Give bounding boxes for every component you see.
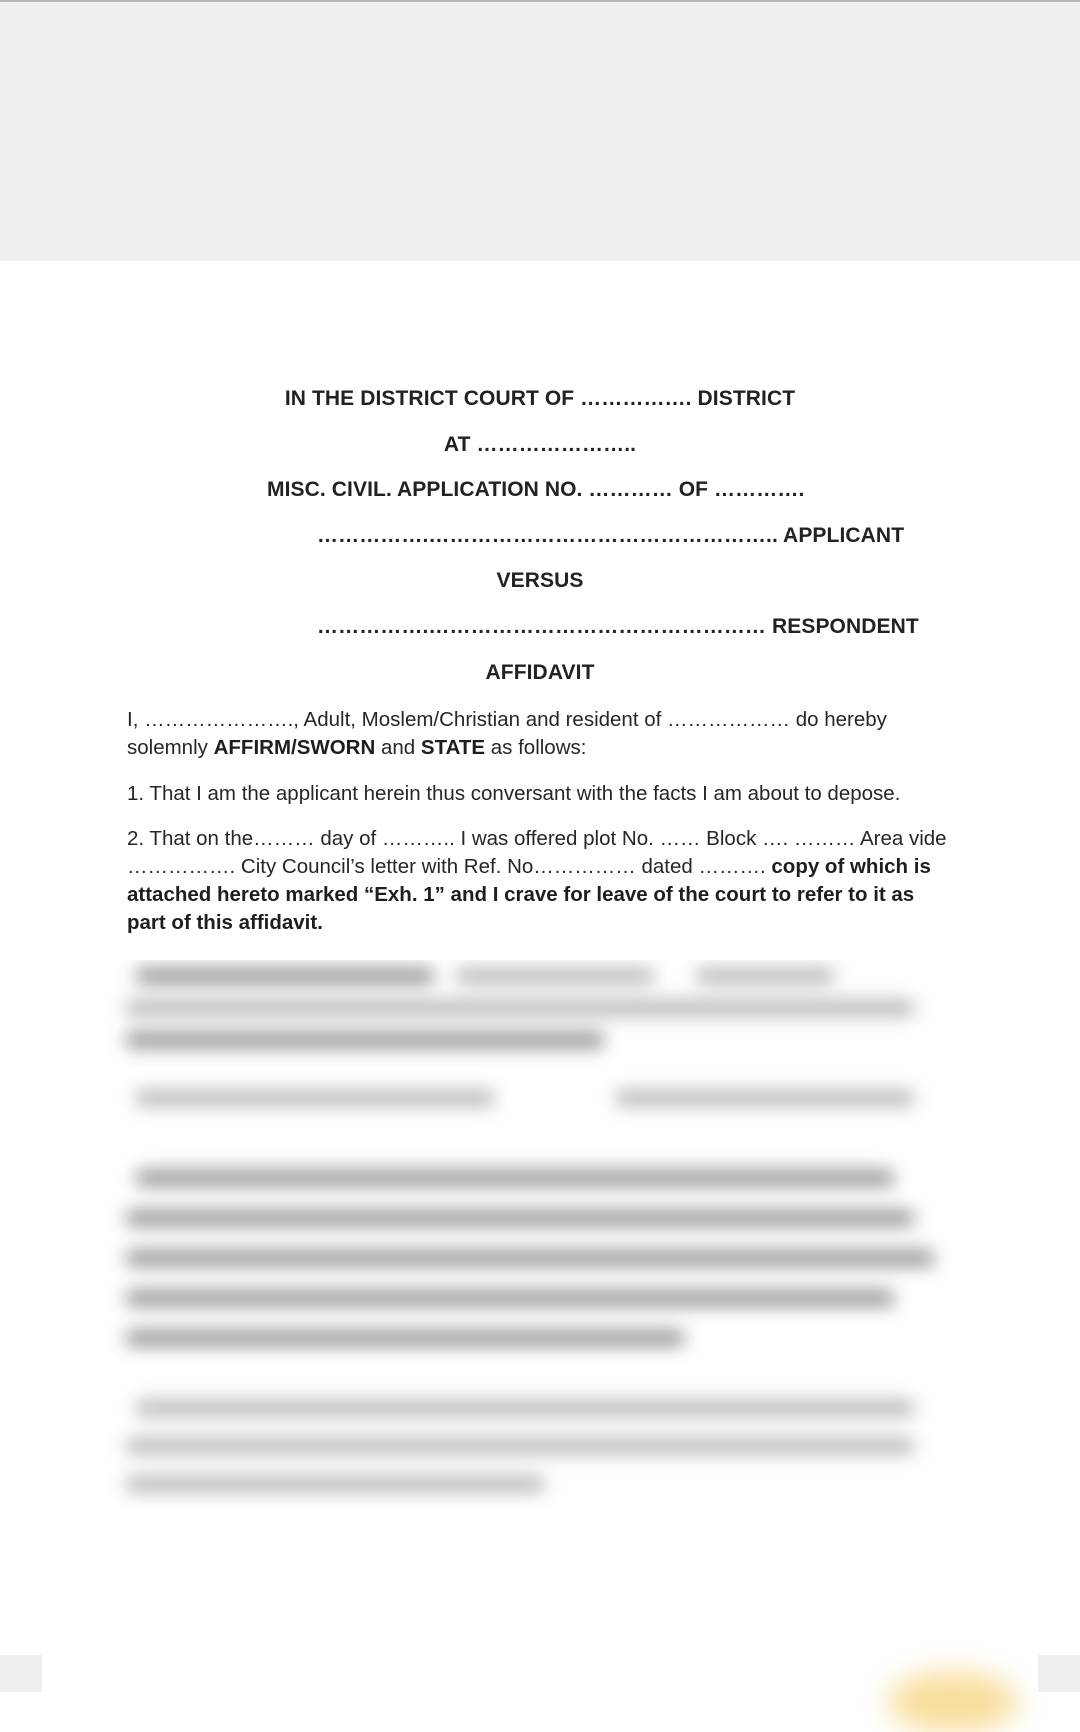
affirm-sworn-label: AFFIRM/SWORN xyxy=(213,736,376,759)
versus-label: VERSUS xyxy=(496,569,584,592)
court-heading: IN THE DISTRICT COURT OF ……………. DISTRICT xyxy=(284,387,796,410)
intro-text-3: as follows: xyxy=(485,736,587,759)
respondent-line: …………….………………………………………… RESPONDENT xyxy=(317,615,919,638)
paragraph-2-bold: copy of which is attached hereto marked “Exh. 1” and I crave for leave of the court to refer to it as part of this affidavit. xyxy=(127,855,931,934)
blurred-content xyxy=(95,960,985,1520)
affidavit-title: AFFIDAVIT xyxy=(485,661,595,684)
state-label: STATE xyxy=(420,736,486,759)
at-line: AT ………………….. xyxy=(443,433,637,456)
viewer-top-area xyxy=(0,2,1080,261)
paragraph-2 xyxy=(127,825,947,937)
applicant-line: …………….………………………………………….. APPLICANT xyxy=(317,524,905,547)
intro-text-2: and xyxy=(375,736,421,759)
paragraph-2-text: 2. That on the……… day of ……….. I was offered plot No. …… Block …. ……… Area vide ……………. City Council’s letter with Ref. No…………… dated ………. xyxy=(127,827,947,878)
paragraph-1: 1. That I am the applicant herein thus conversant with the facts I am about to depose. xyxy=(127,782,901,805)
intro-text-1: I, …………………., Adult, Moslem/Christian and resident of ……………… do hereby solemnly xyxy=(127,708,887,759)
intro-paragraph xyxy=(127,706,947,762)
application-number-line: MISC. CIVIL. APPLICATION NO. ………… OF …………. xyxy=(267,478,805,501)
next-page-edge xyxy=(42,1655,1038,1692)
floating-action-glow xyxy=(888,1672,1018,1732)
